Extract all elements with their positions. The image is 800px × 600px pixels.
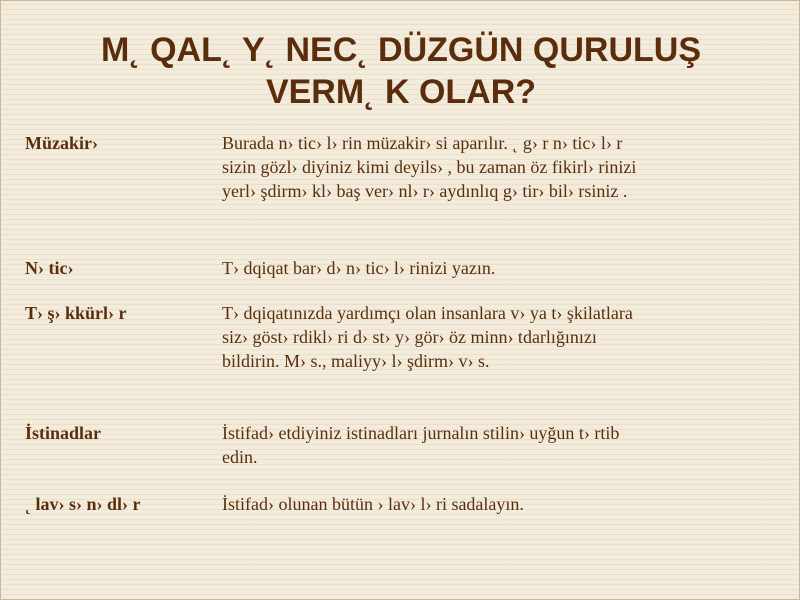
text-line: yerl› şdirm› kl› baş ver› nl› r› aydınlıq g› tir› bil› rsiniz . (222, 181, 628, 201)
text-line: bildirin. M› s., maliyy› l› şdirm› v› s. (222, 351, 490, 371)
text-line: İstifad› olunan bütün › lav› l› ri sadalayın. (222, 494, 524, 514)
row-text (222, 131, 762, 203)
row-label: ˛ lav› s› n› dl› r (25, 494, 141, 514)
text-line: İstifad› etdiyiniz istinadları jurnalın stilin› uyğun t› rtib (222, 423, 620, 443)
text-line: T› dqiqat bar› d› n› tic› l› rinizi yazın. (222, 258, 496, 278)
title-line-1: M˛ QAL˛ Y˛ NEC˛ DÜZGÜN QURULUŞ (101, 31, 701, 69)
title-line-2: VERM˛ K OLAR? (265, 73, 537, 111)
row-text (222, 256, 762, 280)
row-label: T› ş› kkürl› r (25, 303, 127, 323)
text-line: siz› göst› rdikl› ri d› st› y› gör› öz minn› tdarlığınızı (222, 327, 597, 347)
text-line: edin. (222, 447, 258, 467)
slide-title (21, 29, 781, 113)
text-line: T› dqiqatınızda yardımçı olan insanlara v› ya t› şkilatlara (222, 303, 633, 323)
text-line: Burada n› tic› l› rin müzakir› si aparılır. ˛ g› r n› tic› l› r (222, 133, 623, 153)
row-text (222, 421, 762, 469)
text-line: sizin gözl› diyiniz kimi deyils› , bu zaman öz fikirl› rinizi (222, 157, 637, 177)
row-label: Müzakir› (25, 133, 98, 153)
row-label: N› tic› (25, 258, 74, 278)
row-text (222, 301, 762, 373)
row-label: İstinadlar (25, 423, 102, 443)
row-text (222, 492, 762, 516)
